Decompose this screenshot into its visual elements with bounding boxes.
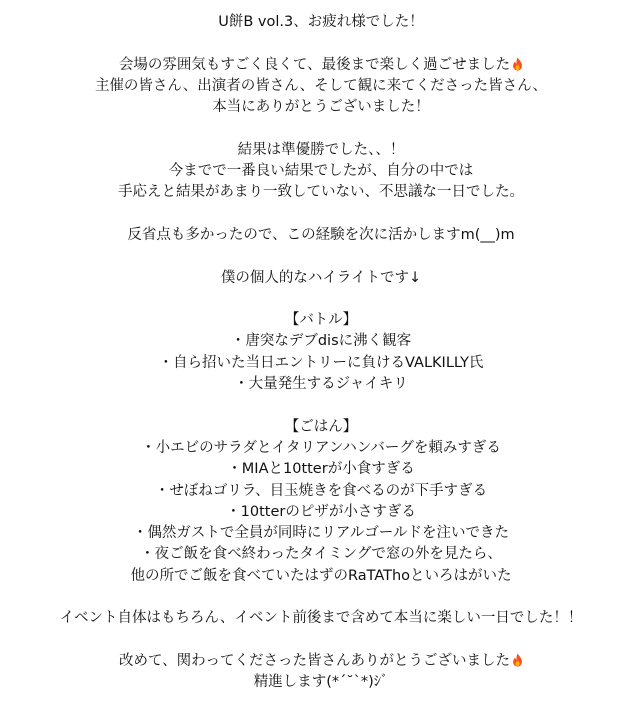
para2-line3: 手応えと結果があまり一致していない、不思議な一日でした。 bbox=[118, 184, 524, 201]
para6-line1-text: 改めて、関わってくださった皆さんありがとうございました bbox=[118, 652, 511, 669]
para3: 反省点も多かったので、この経験を次に活かしますm(__)m bbox=[127, 226, 515, 243]
para2-line1: 結果は準優勝でした、、！ bbox=[237, 141, 405, 158]
spacer bbox=[0, 587, 642, 608]
para1-line2: 主催の皆さん、出演者の皆さん、そして観に来てくださった皆さん、 bbox=[94, 77, 548, 94]
spacer bbox=[0, 204, 642, 225]
battle-item: ・唐突なデブdisに沸く観客 bbox=[230, 333, 412, 350]
spacer bbox=[0, 630, 642, 651]
gohan-heading: 【ごはん】 bbox=[284, 418, 358, 435]
gohan-item: ・10tterのピザが小さすぎる bbox=[226, 503, 416, 520]
post-title: U餅B vol.3、お疲れ様でした！ bbox=[218, 14, 424, 30]
gohan-item: ・偶然ガストで全員が同時にリアルゴールドを注いできた bbox=[132, 525, 510, 542]
spacer bbox=[0, 33, 642, 54]
para2-line2: 今までで一番良い結果でしたが、自分の中では bbox=[168, 163, 474, 180]
battle-item: ・自ら招いた当日エントリーに負けるVALKILLY氏 bbox=[158, 354, 484, 371]
para1-line1 bbox=[0, 55, 642, 76]
spacer bbox=[0, 289, 642, 310]
fire-icon bbox=[512, 653, 523, 667]
gohan-item: ・せぼねゴリラ、目玉焼きを食べるのが下手すぎる bbox=[154, 482, 488, 499]
para6-line1 bbox=[0, 651, 642, 672]
para1-line1-text: 会場の雰囲気もすごく良くて、最後まで楽しく過ごせました bbox=[118, 56, 511, 73]
spacer bbox=[0, 395, 642, 416]
para6-line2: 精進します(*ˊ˘ˋ*)ｼﾞ bbox=[253, 674, 389, 691]
para5: イベント自体はもちろん、イベント前後まで含めて本当に楽しい一日でした！！ bbox=[59, 610, 583, 627]
gohan-item: ・小エビのサラダとイタリアンハンバーグを頼みすぎる bbox=[141, 439, 501, 456]
para1-line3: 本当にありがとうございました！ bbox=[212, 99, 430, 116]
spacer bbox=[0, 246, 642, 267]
battle-item: ・大量発生するジャイキリ bbox=[234, 376, 408, 393]
gohan-item: ・MIAと10tterが小食すぎる bbox=[227, 461, 415, 478]
gohan-item: ・夜ご飯を食べ終わったタイミングで窓の外を見たら、 bbox=[140, 546, 502, 563]
fire-icon bbox=[512, 57, 523, 71]
gohan-item-continued: 他の所でご飯を食べていたはずのRaTAThoといろはがいた bbox=[130, 567, 512, 584]
para4: 僕の個人的なハイライトです↓ bbox=[220, 269, 422, 286]
spacer bbox=[0, 118, 642, 139]
battle-heading: 【バトル】 bbox=[284, 312, 358, 329]
